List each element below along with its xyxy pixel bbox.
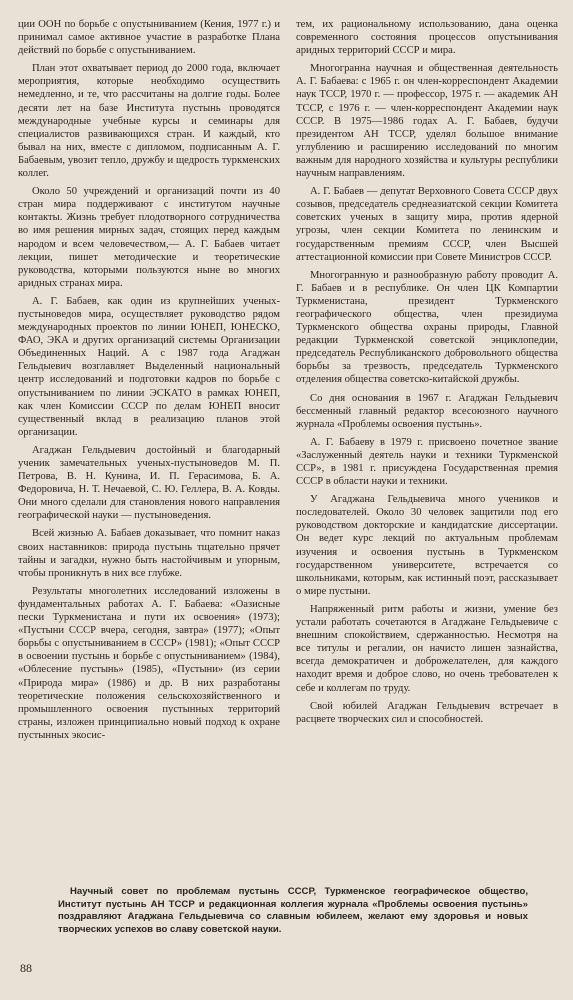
- left-column: [18, 18, 280, 870]
- congratulation-note: [58, 886, 528, 936]
- paragraph: Напряженный ритм работы и жизни, умение без устали работать сочетаются в Агаджане Гельдыевиче с внешним спокойствием, сдержанностью. Несмотря на все титулы и регалии, он начисто лишен зазнайства, всегда демократичен и доброжелателен, для каждого находит время и доброе слово, но очень требователен к себе и коллегам по труду.: [296, 603, 558, 694]
- paragraph: ции ООН по борьбе с опустыниванием (Кения, 1977 г.) и принимал самое активное участие в разработке Плана действий по борьбе с опустыниванием.: [18, 19, 280, 57]
- article-body: [18, 18, 558, 870]
- paragraph: А. Г. Бабаев — депутат Верховного Совета СССР двух созывов, председатель среднеазиатской секции Комитета советских ученых в защиту мира, против ядерной угрозы, член секции Комитета по ленинским и государственным премиям СССР, член Высшей аттестационной комиссии при Совете Министров СССР.: [296, 186, 558, 263]
- paragraph: У Агаджана Гельдыевича много учеников и последователей. Около 30 человек защитили под его руководством докторские и кандидатские диссертации. Он ведет курс лекций по актуальным проблемам изучения и освоения пустынь в Туркменском государственном университете, встречается со школьниками, которым, как истинный поэт, рассказывает о мире пустыни.: [296, 494, 558, 597]
- paragraph: Агаджан Гельдыевич достойный и благодарный ученик замечательных ученых-пустыноведов М. П. Петрова, В. Н. Кунина, И. П. Герасимова, Б. А. Федоровича, Н. Т. Нечаевой, С. Ю. Геллера, В. А. Ковды. Они много сделали для становления нового направления географической науки — пустыноведения.: [18, 444, 280, 522]
- paragraph: Многогранную и разнообразную работу проводит А. Г. Бабаев и в республике. Он член ЦК Компартии Туркменистана, президент Туркменского географического общества, член президиума Туркменского общества охраны природы, Главной редакции Туркменской советской энциклопедии, председатель Республиканского добровольного общества борьбы за трезвость, председатель Туркменского отделения общества советско-китайской дружбы.: [296, 269, 558, 386]
- paragraph: Около 50 учреждений и организаций почти из 40 стран мира поддерживают с институтом научные контакты. Жизнь требует плодотворного сотрудничества во имя решения мирных задач, стоящих перед каждым народом и всем человечеством,— А. Г. Бабаев читает лекции, пишет методические и теоретические руководства, которыми пользуются ныне во многих аридных странах мира.: [18, 186, 280, 289]
- paragraph: Многогранна научная и общественная деятельность А. Г. Бабаева: с 1965 г. он член-корреспондент Академии наук ТССР, 1970 г. — профессор, 1975 г. — академик АН ТССР, с 1976 г. — член-корреспондент Академии наук СССР. В 1975—1986 годах А. Г. Бабаев, будучи президентом АН ТССР, уделял большое внимание углублению и расширению исследований по многим важным для народного хозяйства и культуры республики научным направлениям.: [296, 63, 558, 180]
- congratulation-text: Научный совет по проблемам пустынь СССР, Туркменское географическое общество, Институт пустынь АН ТССР и редакционная коллегия журнала «Проблемы освоения пустынь» поздравляют Агаджана Гельдыевича со славным юбилеем, желают ему здоровья и новых творческих успехов во славу советской науки.: [58, 886, 528, 935]
- right-column: [296, 18, 558, 870]
- paragraph: Всей жизнью А. Бабаев доказывает, что помнит наказ своих наставников: природа пустынь тщательно прячет тайны и загадки, нужно быть настойчивым и упорным, чтобы проникнуть в них все глубже.: [18, 528, 280, 579]
- paragraph: Со дня основания в 1967 г. Агаджан Гельдыевич бессменный главный редактор всесоюзного научного журнала «Проблемы освоения пустынь».: [296, 392, 558, 430]
- paragraph: Свой юбилей Агаджан Гельдыевич встречает в расцвете творческих сил и способностей.: [296, 700, 558, 725]
- page-number: 88: [20, 961, 32, 975]
- paragraph: А. Г. Бабаев, как один из крупнейших ученых-пустыноведов мира, осуществляет руководство рядом международных проектов по линии ЮНЕП, ЮНЕСКО, ФАО, ЭКА и других организаций системы Организации Объединенных Наций. А с 1987 года Агаджан Гельдыевич возглавляет Выделенный национальный центр исследований и подготовки кадров по борьбе с опустыниванием по линии ЭСКАТО в рамках ЮНЕП, как член Комиссии СССР по делам ЮНЕП вносит существенный вклад в реализацию планов этой организации.: [18, 295, 280, 438]
- paragraph: План этот охватывает период до 2000 года, включает мероприятия, которые необходимо осуществить немедленно, и те, что рассчитаны на долгие годы. Более десяти лет на базе Института пустынь проводятся международные учебные курсы и семинары для специалистов развивающихся стран. И каждый, кто бывал на них, вместе с дипломом, подписанным А. Г. Бабаевым, увозит тепло, дружбу и щедрость туркменских коллег.: [18, 63, 280, 180]
- paragraph: А. Г. Бабаеву в 1979 г. присвоено почетное звание «Заслуженный деятель науки и техники Туркменской ССР», в 1981 г. присуждена Государственная премия СССР в области науки и техники.: [296, 436, 558, 488]
- paragraph: тем, их рациональному использованию, дана оценка современного состояния процессов опустынивания аридных территорий СССР и мира.: [296, 19, 558, 57]
- paragraph: Результаты многолетних исследований изложены в фундаментальных работах А. Г. Бабаева: «Оазисные пески Туркменистана и пути их освоения» (1973); «Пустыни СССР вчера, сегодня, завтра» (1977); «Опыт борьбы с опустыниванием в СССР» (1981); «Опыт СССР в освоении пустынь и борьбе с опустыниванием» (1984), «Облесение пустынь» (1985), «Пустыни» (из серии «Природа мира» (1986) и др. В них разработаны теоретические положения сельскохозяйственного и промышленного освоения пустынных территорий страны, изложен принципиально новый подход к охране пустынных экосис-: [18, 585, 280, 741]
